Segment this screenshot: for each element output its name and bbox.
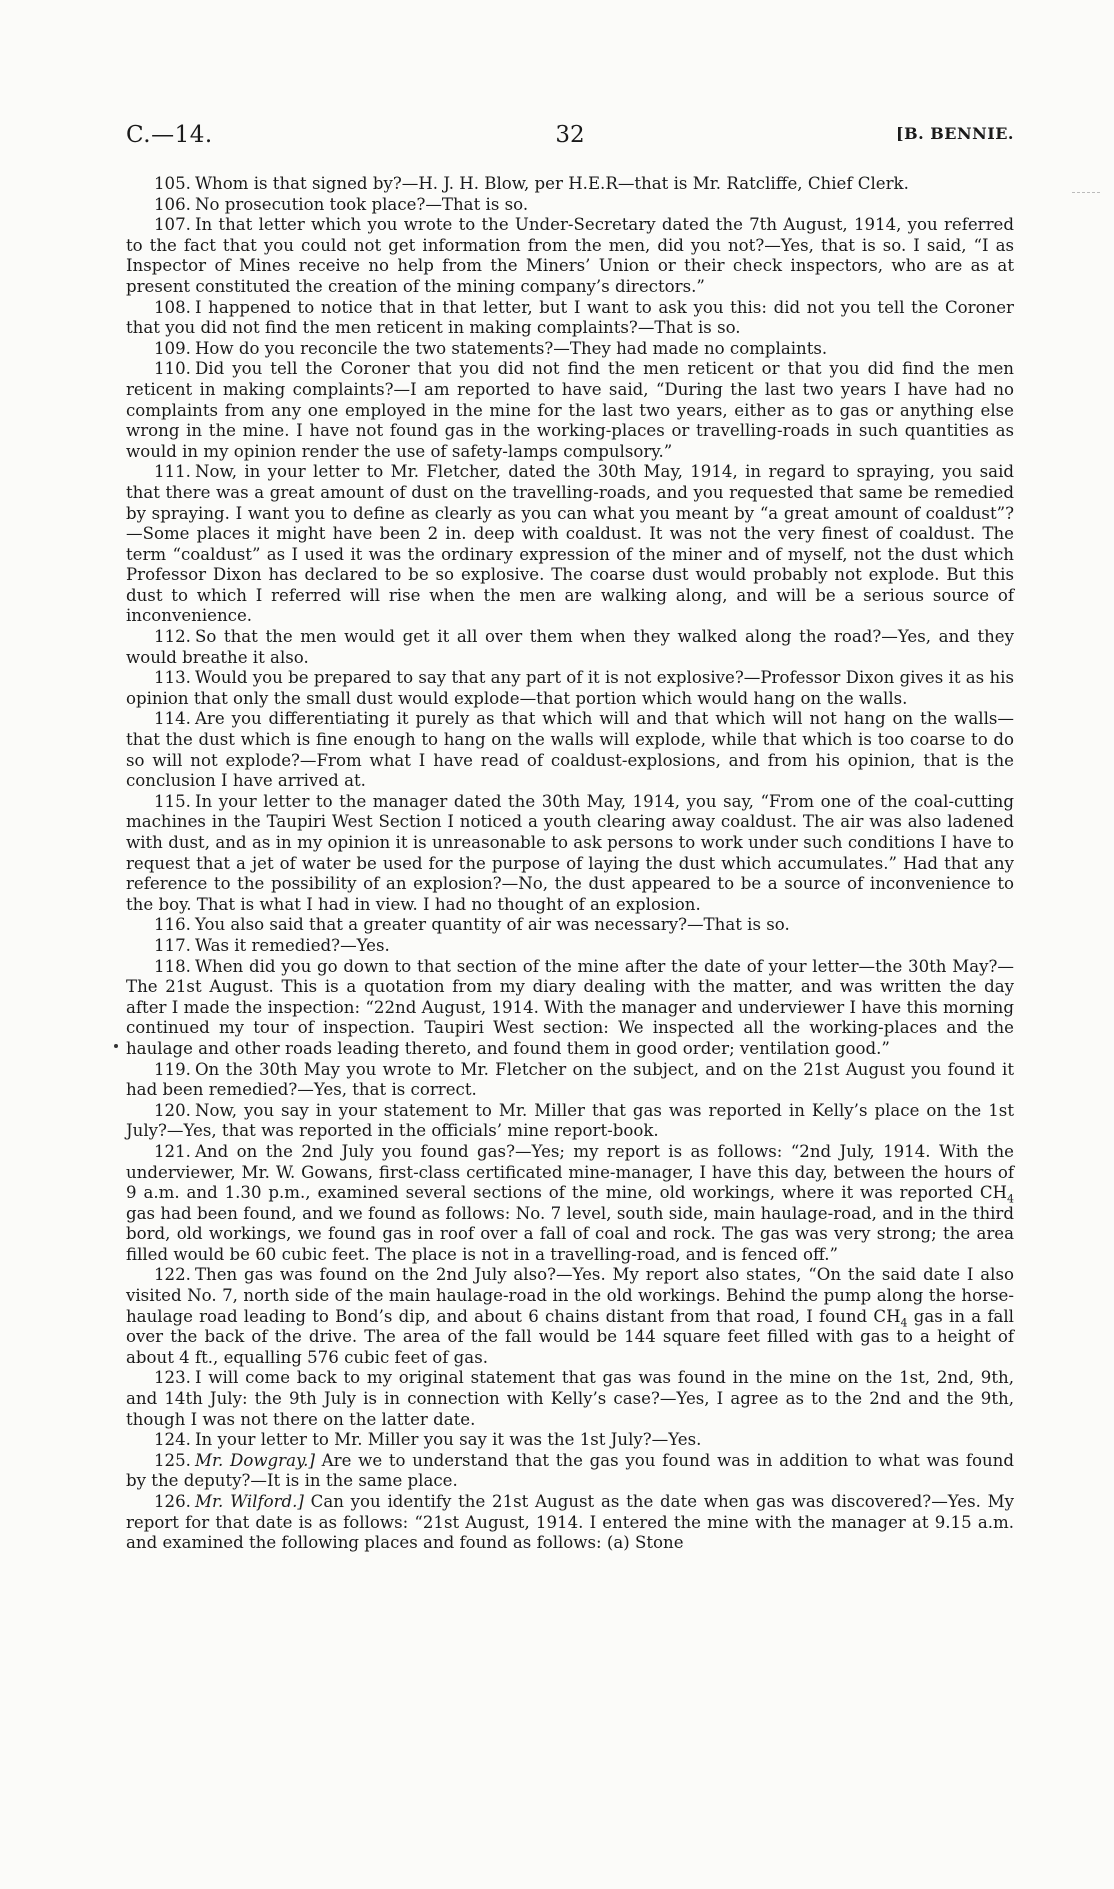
paragraph-text: I happened to notice that in that letter, but I want to ask you this: did not you tell the Coroner that you did not find the men reticent in making complaints?—That is so. xyxy=(126,297,1014,338)
paragraph-125 xyxy=(126,1451,1014,1492)
paragraph-number: 116. xyxy=(154,915,191,935)
paragraph-121 xyxy=(126,1142,1014,1266)
page-header xyxy=(126,122,1014,174)
paragraph-text: Now, in your letter to Mr. Fletcher, dated the 30th May, 1914, in regard to spraying, you said that there was a great amount of dust on the travelling-roads, and you requested that same be remedied by spraying. I want you to define as clearly as you can what you meant by “a great amount of coaldust”?—Some places it might have been 2 in. deep with coaldust. It was not the very finest of coaldust. The term “coaldust” as I used it was the ordinary expression of the miner and of myself, not the dust which Professor Dixon has declared to be so explosive. The coarse dust would probably not explode. But this dust to which I referred will rise when the men are walking along, and will be a serious source of inconvenience. xyxy=(126,462,1014,626)
paragraph-text: In your letter to Mr. Miller you say it was the 1st July?—Yes. xyxy=(194,1430,702,1450)
paragraph-number: 122. xyxy=(154,1265,191,1285)
paragraph-number: 124. xyxy=(154,1430,191,1450)
paragraph-108 xyxy=(126,298,1014,339)
margin-mark xyxy=(1072,192,1100,194)
paragraph-text: Did you tell the Coroner that you did not find the men reticent or that you did find the men reticent in making complaints?—I am reported to have said, “During the last two years I have had no complaints from any one employed in the mine for the last two years, either as to gas or anything else wrong in the mine. I have not found gas in the working-places or travelling-roads in such quantities as would in my opinion render the use of safety-lamps compulsory.” xyxy=(126,359,1014,461)
paragraph-number: 110. xyxy=(154,359,191,379)
paragraph-text: Can you identify the 21st August as the date when gas was discovered?—Yes. My report for that date is as follows: “21st August, 1914. I entered the mine with the manager at 9.15 a.m. and examined the following places and found as follows: (a) Stone xyxy=(126,1492,1015,1553)
paragraph-109 xyxy=(126,339,1014,360)
paragraph-124 xyxy=(126,1430,1014,1451)
paragraph-number: 126. xyxy=(154,1492,191,1511)
paragraph-text: No prosecution took place?—That is so. xyxy=(194,194,529,214)
paragraph-text: Then gas was found on the 2nd July also?—Yes. My report also states, “On the said date I also visited No. 7, north side of the main haulage-road in the old workings. Behind the pump along the horse-haulage road leading to Bond’s dip, and about 6 chains distant from that road, I found CH xyxy=(126,1265,1014,1326)
paragraph-number: 120. xyxy=(154,1100,191,1120)
paragraph-text: Was it remedied?—Yes. xyxy=(194,935,390,955)
paragraph-text: In your letter to the manager dated the 30th May, 1914, you say, “From one of the coal-cutting machines in the Taupiri West Section I noticed a youth clearing away coaldust. The air was also ladened with dust, and as in my opinion it is unreasonable to ask persons to work under such conditions I have to request that a jet of water be used for the purpose of laying the dust which accumulates.” Had that any reference to the possibility of an explosion?—No, the dust appeared to be a source of inconvenience to the boy. That is what I had in view. I had no thought of an explosion. xyxy=(126,791,1014,914)
chemical-subscript: 4 xyxy=(1007,1192,1014,1206)
paragraph-text: On the 30th May you wrote to Mr. Fletcher on the subject, and on the 21st August you found it had been remedied?—Yes, that is correct. xyxy=(126,1059,1014,1100)
paragraph-number: 106. xyxy=(154,194,191,214)
paragraph-116 xyxy=(126,915,1014,936)
paragraph-number: 114. xyxy=(154,709,191,729)
paragraph-126 xyxy=(126,1492,1014,1554)
speaker-name: Mr. Dowgray.] xyxy=(194,1450,315,1470)
paragraph-text: You also said that a greater quantity of air was necessary?—That is so. xyxy=(194,915,790,935)
paragraph-number: 109. xyxy=(154,338,191,358)
paragraph-number: 112. xyxy=(154,627,191,647)
paragraph-number: 125. xyxy=(154,1450,191,1470)
paragraph-111 xyxy=(126,462,1014,627)
chemical-subscript: 4 xyxy=(900,1315,908,1329)
paragraph-number: 105. xyxy=(154,174,191,193)
paragraph-105 xyxy=(126,174,1014,195)
paragraph-number: 118. xyxy=(154,956,191,976)
paragraph-118 xyxy=(126,957,1014,1060)
paragraph-106 xyxy=(126,195,1014,216)
paragraph-text: Whom is that signed by?—H. J. H. Blow, per H.E.R—that is Mr. Ratcliffe, Chief Clerk. xyxy=(194,174,909,193)
paragraph-number: 119. xyxy=(154,1059,191,1079)
paragraph-number: 115. xyxy=(154,791,191,811)
paragraph-text: I will come back to my original statement that gas was found in the mine on the 1st, 2nd, 9th, and 14th July: the 9th July is in connection with Kelly’s case?—Yes, I agree as to the 2nd and the 9th, though I was not there on the latter date. xyxy=(126,1368,1014,1429)
paragraph-number: 123. xyxy=(154,1368,191,1388)
paragraph-text: How do you reconcile the two statements?—They had made no complaints. xyxy=(194,338,828,358)
paragraph-text: Now, you say in your statement to Mr. Miller that gas was reported in Kelly’s place on the 1st July?—Yes, that was reported in the officials’ mine report-book. xyxy=(126,1100,1014,1141)
paragraph-122 xyxy=(126,1265,1014,1368)
paragraph-text-continued: gas had been found, and we found as follows: No. 7 level, south side, main haulage-road, and in the third bord, old workings, we found gas in roof over a fall of coal and rock. The gas was very strong; the area filled would be 60 cubic feet. The place is not in a travelling-road, and is fenced off.” xyxy=(126,1203,1014,1264)
paragraph-110 xyxy=(126,359,1014,462)
paragraph-114 xyxy=(126,709,1014,791)
paragraph-text: Are you differentiating it purely as that which will and that which will not hang on the walls—that the dust which is fine enough to hang on the walls will explode, while that which is too coarse to do so will not explode?—From what I have read of coaldust-explosions, and from his opinion, that is the conclusion I have arrived at. xyxy=(126,709,1014,791)
paragraph-123 xyxy=(126,1368,1014,1430)
paragraph-120 xyxy=(126,1101,1014,1142)
paragraph-text-continued: gas in a fall over the back of the drive. The area of the fall would be 144 square feet filled with gas to a height of about 4 ft., equalling 576 cubic feet of gas. xyxy=(126,1306,1014,1367)
paragraph-text: So that the men would get it all over them when they walked along the road?—Yes, and they would breathe it also. xyxy=(126,627,1014,667)
paragraph-text: Would you be prepared to say that any part of it is not explosive?—Professor Dixon gives it as his opinion that only the small dust would explode—that portion which would hang on the walls. xyxy=(126,668,1014,708)
paragraph-113 xyxy=(126,668,1014,709)
paragraph-number: 111. xyxy=(154,462,191,482)
scan-dot xyxy=(114,1044,118,1048)
page-number: 32 xyxy=(555,122,585,148)
paragraph-number: 108. xyxy=(154,297,191,317)
speaker-name: Mr. Wilford.] xyxy=(194,1492,304,1511)
paragraph-number: 117. xyxy=(154,935,191,955)
paragraph-number: 113. xyxy=(154,668,191,688)
witness-name: [B. BENNIE. xyxy=(896,124,1014,143)
paragraph-117 xyxy=(126,936,1014,957)
paragraph-115 xyxy=(126,792,1014,916)
paragraph-text: And on the 2nd July you found gas?—Yes; my report is as follows: “2nd July, 1914. With the underviewer, Mr. W. Gowans, first-class certificated mine-manager, I have this day, between the hours of 9 a.m. and 1.30 p.m., examined several sections of the mine, old workings, where it was reported CH xyxy=(126,1141,1014,1203)
document-code: C.—14. xyxy=(126,122,213,148)
paragraph-text: In that letter which you wrote to the Under-Secretary dated the 7th August, 1914, you referred to the fact that you could not get information from the men, did you not?—Yes, that is so. I said, “I as Inspector of Mines receive no help from the Miners’ Union or their check inspectors, who are as at present constituted the creation of the mining company’s directors.” xyxy=(126,215,1014,296)
testimony-body xyxy=(126,174,1014,1554)
paragraph-number: 121. xyxy=(154,1141,191,1161)
paragraph-text: When did you go down to that section of the mine after the date of your letter—the 30th May?—The 21st August. This is a quotation from my diary dealing with the matter, and was written the day after I made the inspection: “22nd August, 1914. With the manager and underviewer I have this morning continued my tour of inspection. Taupiri West section: We inspected all the working-places and the haulage and other roads leading thereto, and found them in good order; ventilation good.” xyxy=(126,956,1014,1058)
paragraph-107 xyxy=(126,215,1014,297)
paragraph-text: Are we to understand that the gas you found was in addition to what was found by the deputy?—It is in the same place. xyxy=(126,1450,1014,1491)
paragraph-119 xyxy=(126,1060,1014,1101)
paragraph-112 xyxy=(126,627,1014,668)
paragraph-number: 107. xyxy=(154,215,191,235)
